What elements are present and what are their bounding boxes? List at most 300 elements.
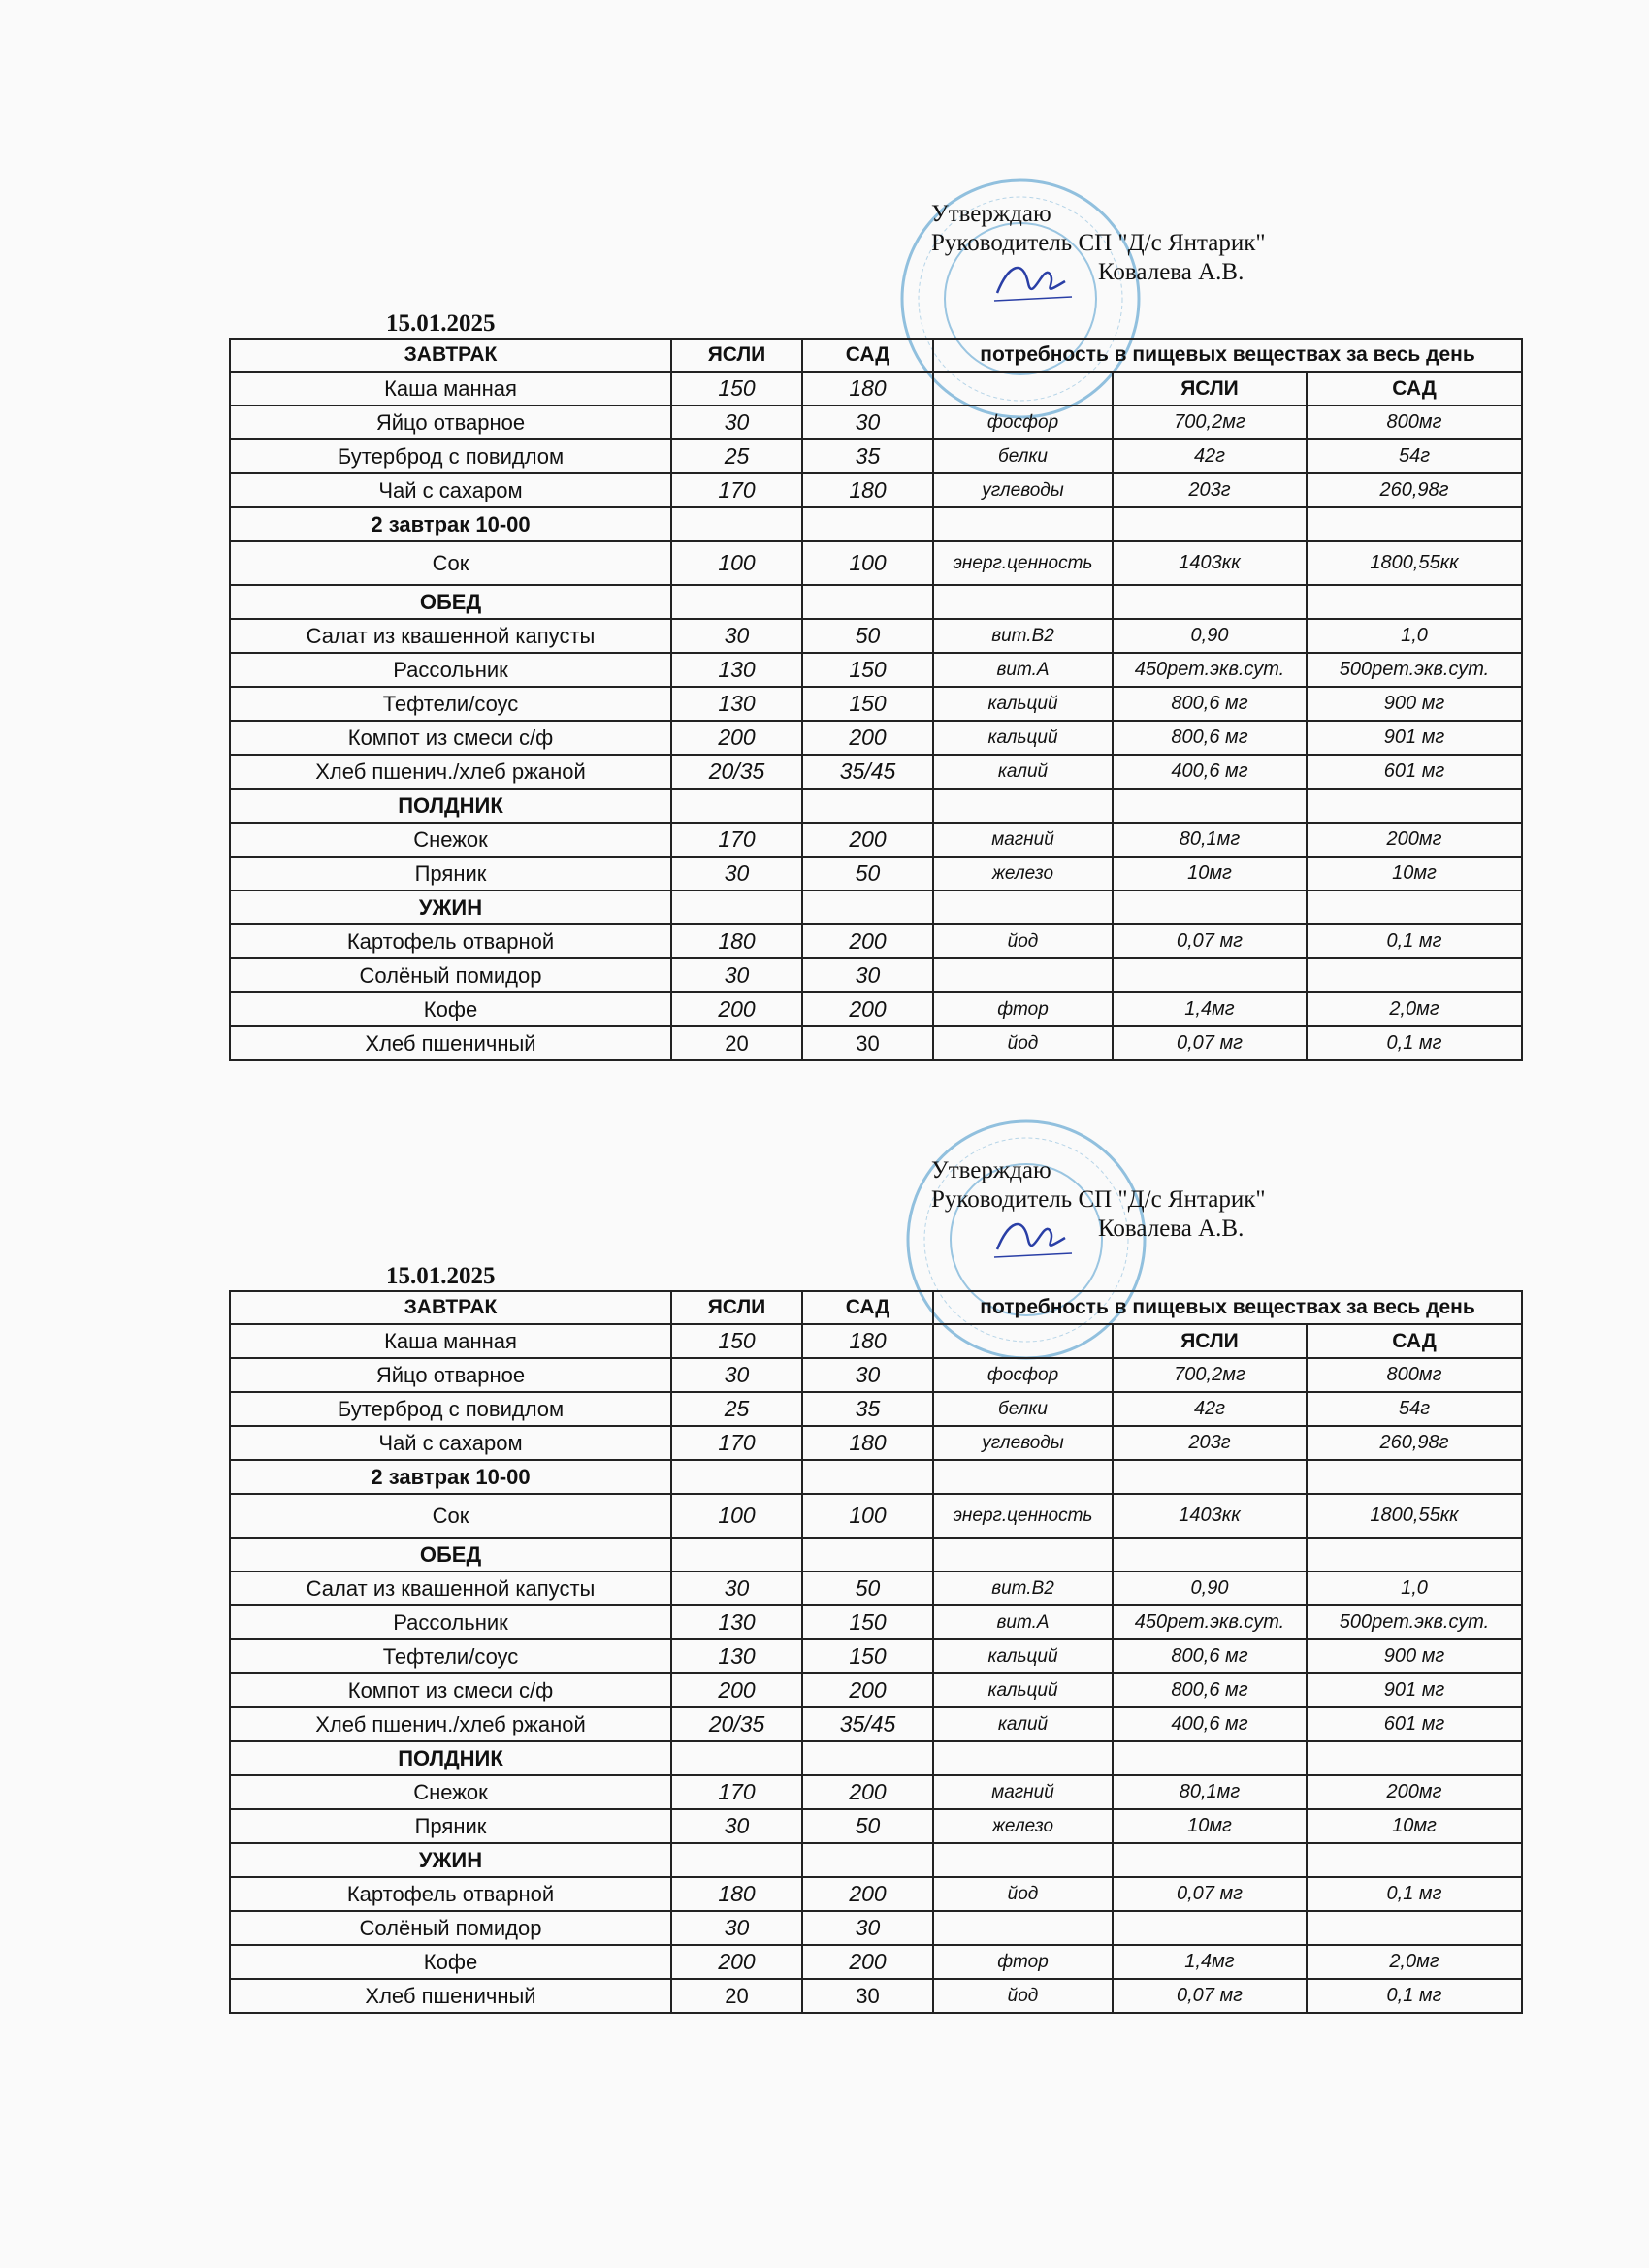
garden-portion-cell: 200 <box>802 823 933 857</box>
nursery-needs-cell <box>1113 789 1307 823</box>
table-row <box>230 721 1522 755</box>
dish-name-cell: 2 завтрак 10-00 <box>230 507 671 541</box>
table-row <box>230 1571 1522 1605</box>
table-row <box>230 755 1522 789</box>
nursery-portion-cell: 200 <box>671 992 802 1026</box>
nursery-needs-cell: 450рет.экв.сут. <box>1113 1605 1307 1639</box>
nutrient-name-cell <box>933 958 1113 992</box>
garden-needs-cell: 800мг <box>1307 1358 1522 1392</box>
table-row <box>230 473 1522 507</box>
nursery-needs-cell: 0,07 мг <box>1113 1979 1307 2013</box>
nursery-portion-cell <box>671 507 802 541</box>
nutrient-name-cell: вит.А <box>933 653 1113 687</box>
dish-name-cell: Салат из квашенной капусты <box>230 1571 671 1605</box>
garden-portion-cell: 200 <box>802 1673 933 1707</box>
garden-needs-cell <box>1307 507 1522 541</box>
garden-portion-cell: 180 <box>802 1426 933 1460</box>
nursery-needs-cell: 700,2мг <box>1113 1358 1307 1392</box>
nutrient-name-cell: фосфор <box>933 405 1113 439</box>
nursery-portion-cell: 200 <box>671 721 802 755</box>
garden-needs-cell: 901 мг <box>1307 1673 1522 1707</box>
garden-needs-cell <box>1307 1460 1522 1494</box>
nutrient-name-cell: кальций <box>933 721 1113 755</box>
garden-needs-cell: 0,1 мг <box>1307 1026 1522 1060</box>
table-row <box>230 541 1522 585</box>
nursery-needs-cell <box>1113 1741 1307 1775</box>
garden-portion-cell: 30 <box>802 1979 933 2013</box>
nutrient-name-cell: углеводы <box>933 473 1113 507</box>
nursery-portion-cell: 130 <box>671 1639 802 1673</box>
nursery-needs-cell: 1403кк <box>1113 541 1307 585</box>
nutrient-name-cell: йод <box>933 1877 1113 1911</box>
nursery-portion-cell: 30 <box>671 405 802 439</box>
table-row <box>230 1460 1522 1494</box>
nutrient-name-cell: белки <box>933 439 1113 473</box>
table-row <box>230 1026 1522 1060</box>
dish-name-cell: Хлеб пшенич./хлеб ржаной <box>230 755 671 789</box>
approval-line2: Руководитель СП "Д/с Янтарик" <box>931 1186 1266 1213</box>
nursery-portion-cell <box>671 1741 802 1775</box>
garden-needs-cell <box>1307 891 1522 924</box>
nursery-needs-cell: 800,6 мг <box>1113 721 1307 755</box>
garden-portion-cell: 50 <box>802 1809 933 1843</box>
nutrient-name-cell <box>933 507 1113 541</box>
table-row <box>230 585 1522 619</box>
nursery-portion-cell <box>671 1460 802 1494</box>
table-row <box>230 405 1522 439</box>
nutrient-name-cell: вит.В2 <box>933 619 1113 653</box>
header-garden: САД <box>802 339 933 372</box>
garden-portion-cell: 180 <box>802 473 933 507</box>
nutrient-name-cell: калий <box>933 755 1113 789</box>
table-row <box>230 1494 1522 1538</box>
nursery-portion-cell: 100 <box>671 1494 802 1538</box>
nursery-portion-cell: 20 <box>671 1979 802 2013</box>
garden-portion-cell <box>802 507 933 541</box>
garden-needs-cell: 200мг <box>1307 1775 1522 1809</box>
table-row <box>230 507 1522 541</box>
approval-line3: Ковалева А.В. <box>1098 259 1245 285</box>
garden-needs-cell: 0,1 мг <box>1307 924 1522 958</box>
nursery-needs-cell: 0,07 мг <box>1113 924 1307 958</box>
garden-portion-cell <box>802 1843 933 1877</box>
nursery-portion-cell: 20/35 <box>671 755 802 789</box>
table-row <box>230 1639 1522 1673</box>
nursery-portion-cell: 150 <box>671 372 802 405</box>
nursery-portion-cell: 130 <box>671 1605 802 1639</box>
table-row <box>230 992 1522 1026</box>
nutrient-name-cell: йод <box>933 1979 1113 2013</box>
nursery-portion-cell <box>671 789 802 823</box>
garden-needs-cell: 260,98г <box>1307 1426 1522 1460</box>
nursery-needs-cell: 80,1мг <box>1113 1775 1307 1809</box>
garden-portion-cell: 50 <box>802 619 933 653</box>
garden-needs-cell: 200мг <box>1307 823 1522 857</box>
nutrient-name-cell <box>933 1460 1113 1494</box>
dish-name-cell: Бутерброд с повидлом <box>230 439 671 473</box>
dish-name-cell: Салат из квашенной капусты <box>230 619 671 653</box>
nutrient-name-cell: кальций <box>933 687 1113 721</box>
dish-name-cell: Картофель отварной <box>230 924 671 958</box>
nursery-needs-header: ЯСЛИ <box>1113 1324 1307 1358</box>
nutrient-name-cell: железо <box>933 1809 1113 1843</box>
header-nursery: ЯСЛИ <box>671 339 802 372</box>
nursery-portion-cell: 30 <box>671 1809 802 1843</box>
nursery-portion-cell <box>671 1843 802 1877</box>
nursery-portion-cell <box>671 1538 802 1571</box>
nursery-needs-cell: 0,07 мг <box>1113 1026 1307 1060</box>
dish-name-cell: Каша манная <box>230 372 671 405</box>
nursery-portion-cell: 30 <box>671 1358 802 1392</box>
nutrient-name-cell: фосфор <box>933 1358 1113 1392</box>
approval-line3: Ковалева А.В. <box>1098 1215 1245 1242</box>
dish-name-cell: 2 завтрак 10-00 <box>230 1460 671 1494</box>
header-meal: ЗАВТРАК <box>230 339 671 372</box>
dish-name-cell: Рассольник <box>230 1605 671 1639</box>
nursery-needs-cell <box>1113 1843 1307 1877</box>
nursery-needs-cell: 203г <box>1113 1426 1307 1460</box>
garden-portion-cell: 35 <box>802 1392 933 1426</box>
garden-portion-cell: 200 <box>802 721 933 755</box>
garden-needs-cell: 601 мг <box>1307 755 1522 789</box>
nursery-portion-cell: 25 <box>671 1392 802 1426</box>
garden-needs-cell: 2,0мг <box>1307 1945 1522 1979</box>
garden-portion-cell <box>802 789 933 823</box>
dish-name-cell: Картофель отварной <box>230 1877 671 1911</box>
dish-name-cell: Тефтели/соус <box>230 1639 671 1673</box>
dish-name-cell: Каша манная <box>230 1324 671 1358</box>
nutrient-name-cell <box>933 1843 1113 1877</box>
nursery-portion-cell: 200 <box>671 1945 802 1979</box>
header-meal: ЗАВТРАК <box>230 1291 671 1324</box>
garden-needs-cell: 0,1 мг <box>1307 1877 1522 1911</box>
garden-portion-cell: 100 <box>802 541 933 585</box>
dish-name-cell: Кофе <box>230 992 671 1026</box>
nutrient-name-cell <box>933 1741 1113 1775</box>
nursery-needs-cell: 800,6 мг <box>1113 1639 1307 1673</box>
table-row <box>230 1538 1522 1571</box>
garden-portion-cell: 100 <box>802 1494 933 1538</box>
dish-name-cell: Компот из смеси с/ф <box>230 721 671 755</box>
nursery-needs-cell: 400,6 мг <box>1113 755 1307 789</box>
garden-needs-cell: 2,0мг <box>1307 992 1522 1026</box>
nursery-needs-cell: 0,07 мг <box>1113 1877 1307 1911</box>
table-row <box>230 1945 1522 1979</box>
dish-name-cell: УЖИН <box>230 1843 671 1877</box>
nursery-portion-cell: 170 <box>671 1775 802 1809</box>
nutrient-name-cell: углеводы <box>933 1426 1113 1460</box>
nursery-needs-cell: 800,6 мг <box>1113 1673 1307 1707</box>
garden-portion-cell: 150 <box>802 1605 933 1639</box>
nursery-needs-header: ЯСЛИ <box>1113 372 1307 405</box>
garden-needs-cell: 10мг <box>1307 1809 1522 1843</box>
nursery-portion-cell: 130 <box>671 653 802 687</box>
garden-portion-cell: 200 <box>802 1945 933 1979</box>
garden-needs-cell: 260,98г <box>1307 473 1522 507</box>
nursery-portion-cell <box>671 585 802 619</box>
nursery-portion-cell: 30 <box>671 1911 802 1945</box>
nutrient-name-cell: вит.В2 <box>933 1571 1113 1605</box>
garden-needs-cell: 901 мг <box>1307 721 1522 755</box>
nursery-needs-cell: 10мг <box>1113 857 1307 891</box>
table-header-row <box>230 1291 1522 1324</box>
nutrient-name-cell <box>933 1538 1113 1571</box>
nutrient-name-cell: фтор <box>933 992 1113 1026</box>
nursery-portion-cell: 20/35 <box>671 1707 802 1741</box>
nursery-portion-cell: 25 <box>671 439 802 473</box>
table-row <box>230 1426 1522 1460</box>
nursery-portion-cell: 170 <box>671 1426 802 1460</box>
table-row <box>230 1324 1522 1358</box>
dish-name-cell: Чай с сахаром <box>230 473 671 507</box>
table-row <box>230 1741 1522 1775</box>
nursery-needs-cell <box>1113 958 1307 992</box>
table-row <box>230 1911 1522 1945</box>
table-row <box>230 1775 1522 1809</box>
table-row <box>230 653 1522 687</box>
header-nursery: ЯСЛИ <box>671 1291 802 1324</box>
nursery-needs-cell <box>1113 1538 1307 1571</box>
table-row <box>230 687 1522 721</box>
table-row <box>230 372 1522 405</box>
nursery-portion-cell: 30 <box>671 857 802 891</box>
nursery-needs-cell: 0,90 <box>1113 1571 1307 1605</box>
dish-name-cell: Снежок <box>230 823 671 857</box>
garden-needs-cell: 500рет.экв.сут. <box>1307 653 1522 687</box>
nutrient-name-cell: железо <box>933 857 1113 891</box>
dish-name-cell: Пряник <box>230 1809 671 1843</box>
nursery-portion-cell: 100 <box>671 541 802 585</box>
garden-needs-cell <box>1307 1843 1522 1877</box>
garden-needs-cell <box>1307 1538 1522 1571</box>
nursery-needs-cell <box>1113 1460 1307 1494</box>
garden-portion-cell <box>802 891 933 924</box>
nutrient-name-cell <box>933 1324 1113 1358</box>
menu-table <box>229 338 1523 1061</box>
nursery-needs-cell: 1,4мг <box>1113 992 1307 1026</box>
garden-portion-cell <box>802 1538 933 1571</box>
nursery-portion-cell: 20 <box>671 1026 802 1060</box>
nursery-needs-cell: 800,6 мг <box>1113 687 1307 721</box>
nursery-needs-cell: 400,6 мг <box>1113 1707 1307 1741</box>
nutrient-name-cell: магний <box>933 1775 1113 1809</box>
dish-name-cell: Снежок <box>230 1775 671 1809</box>
garden-portion-cell: 30 <box>802 1358 933 1392</box>
nursery-needs-cell: 1403кк <box>1113 1494 1307 1538</box>
nutrient-name-cell: магний <box>933 823 1113 857</box>
nutrient-name-cell: йод <box>933 1026 1113 1060</box>
dish-name-cell: Тефтели/соус <box>230 687 671 721</box>
garden-needs-header: САД <box>1307 1324 1522 1358</box>
dish-name-cell: Яйцо отварное <box>230 1358 671 1392</box>
nursery-needs-cell: 700,2мг <box>1113 405 1307 439</box>
nutrient-name-cell: фтор <box>933 1945 1113 1979</box>
garden-portion-cell <box>802 1460 933 1494</box>
table-row <box>230 958 1522 992</box>
nutrient-name-cell: кальций <box>933 1673 1113 1707</box>
garden-needs-cell <box>1307 789 1522 823</box>
garden-portion-cell <box>802 1741 933 1775</box>
garden-portion-cell: 200 <box>802 992 933 1026</box>
nursery-needs-cell <box>1113 891 1307 924</box>
menu-date: 15.01.2025 <box>386 1263 496 1289</box>
dish-name-cell: Хлеб пшенич./хлеб ржаной <box>230 1707 671 1741</box>
nursery-portion-cell: 30 <box>671 1571 802 1605</box>
nursery-needs-cell: 450рет.экв.сут. <box>1113 653 1307 687</box>
table-row <box>230 1979 1522 2013</box>
garden-needs-cell: 54г <box>1307 439 1522 473</box>
garden-portion-cell: 35/45 <box>802 1707 933 1741</box>
nursery-portion-cell: 200 <box>671 1673 802 1707</box>
garden-portion-cell: 50 <box>802 1571 933 1605</box>
garden-needs-cell <box>1307 1911 1522 1945</box>
garden-portion-cell: 35 <box>802 439 933 473</box>
dish-name-cell: Хлеб пшеничный <box>230 1979 671 2013</box>
signature-icon <box>989 1211 1077 1269</box>
approval-line2: Руководитель СП "Д/с Янтарик" <box>931 230 1266 256</box>
garden-portion-cell: 35/45 <box>802 755 933 789</box>
dish-name-cell: Солёный помидор <box>230 1911 671 1945</box>
nursery-portion-cell: 130 <box>671 687 802 721</box>
nursery-needs-cell <box>1113 585 1307 619</box>
signature-icon <box>989 254 1077 312</box>
nutrient-name-cell <box>933 1911 1113 1945</box>
garden-portion-cell: 30 <box>802 1911 933 1945</box>
garden-portion-cell: 200 <box>802 1775 933 1809</box>
table-row <box>230 619 1522 653</box>
garden-portion-cell: 150 <box>802 1639 933 1673</box>
nutrient-name-cell: кальций <box>933 1639 1113 1673</box>
header-needs: потребность в пищевых веществах за весь день <box>933 339 1522 372</box>
dish-name-cell: Пряник <box>230 857 671 891</box>
nutrient-name-cell: йод <box>933 924 1113 958</box>
dish-name-cell: Рассольник <box>230 653 671 687</box>
garden-needs-cell: 1,0 <box>1307 1571 1522 1605</box>
nursery-needs-cell: 42г <box>1113 1392 1307 1426</box>
garden-needs-cell: 0,1 мг <box>1307 1979 1522 2013</box>
garden-needs-header: САД <box>1307 372 1522 405</box>
garden-needs-cell: 800мг <box>1307 405 1522 439</box>
nursery-portion-cell: 30 <box>671 619 802 653</box>
table-row <box>230 823 1522 857</box>
garden-portion-cell: 180 <box>802 372 933 405</box>
garden-portion-cell <box>802 585 933 619</box>
dish-name-cell: Сок <box>230 541 671 585</box>
garden-portion-cell: 150 <box>802 653 933 687</box>
garden-needs-cell: 1800,55кк <box>1307 541 1522 585</box>
dish-name-cell: ОБЕД <box>230 585 671 619</box>
garden-portion-cell: 30 <box>802 1026 933 1060</box>
garden-needs-cell: 601 мг <box>1307 1707 1522 1741</box>
table-row <box>230 1673 1522 1707</box>
table-row <box>230 1392 1522 1426</box>
garden-needs-cell: 1800,55кк <box>1307 1494 1522 1538</box>
table-row <box>230 891 1522 924</box>
table-row <box>230 1843 1522 1877</box>
header-needs: потребность в пищевых веществах за весь день <box>933 1291 1522 1324</box>
dish-name-cell: Сок <box>230 1494 671 1538</box>
garden-needs-cell: 500рет.экв.сут. <box>1307 1605 1522 1639</box>
table-row <box>230 1707 1522 1741</box>
garden-portion-cell: 200 <box>802 924 933 958</box>
nursery-portion-cell: 30 <box>671 958 802 992</box>
nursery-needs-cell: 42г <box>1113 439 1307 473</box>
nursery-needs-cell <box>1113 1911 1307 1945</box>
table-row <box>230 1877 1522 1911</box>
garden-needs-cell <box>1307 585 1522 619</box>
nursery-portion-cell: 180 <box>671 1877 802 1911</box>
table-row <box>230 439 1522 473</box>
nursery-needs-cell: 1,4мг <box>1113 1945 1307 1979</box>
garden-portion-cell: 200 <box>802 1877 933 1911</box>
nursery-portion-cell: 180 <box>671 924 802 958</box>
garden-portion-cell: 30 <box>802 958 933 992</box>
header-garden: САД <box>802 1291 933 1324</box>
nutrient-name-cell <box>933 372 1113 405</box>
nursery-needs-cell: 10мг <box>1113 1809 1307 1843</box>
menu-date: 15.01.2025 <box>386 310 496 337</box>
garden-portion-cell: 150 <box>802 687 933 721</box>
nursery-needs-cell <box>1113 507 1307 541</box>
dish-name-cell: Солёный помидор <box>230 958 671 992</box>
menu-table <box>229 1290 1523 2014</box>
nutrient-name-cell: калий <box>933 1707 1113 1741</box>
table-header-row <box>230 339 1522 372</box>
garden-portion-cell: 180 <box>802 1324 933 1358</box>
garden-needs-cell: 1,0 <box>1307 619 1522 653</box>
nutrient-name-cell <box>933 585 1113 619</box>
garden-portion-cell: 50 <box>802 857 933 891</box>
nursery-needs-cell: 203г <box>1113 473 1307 507</box>
garden-needs-cell <box>1307 1741 1522 1775</box>
garden-needs-cell: 900 мг <box>1307 687 1522 721</box>
garden-needs-cell: 10мг <box>1307 857 1522 891</box>
nutrient-name-cell: энерг.ценность <box>933 541 1113 585</box>
dish-name-cell: Кофе <box>230 1945 671 1979</box>
approval-line1: Утверждаю <box>931 1157 1051 1183</box>
nursery-portion-cell: 150 <box>671 1324 802 1358</box>
table-row <box>230 857 1522 891</box>
nutrient-name-cell <box>933 789 1113 823</box>
table-row <box>230 924 1522 958</box>
dish-name-cell: Бутерброд с повидлом <box>230 1392 671 1426</box>
garden-portion-cell: 30 <box>802 405 933 439</box>
nursery-needs-cell: 80,1мг <box>1113 823 1307 857</box>
nursery-portion-cell: 170 <box>671 473 802 507</box>
nutrient-name-cell: вит.А <box>933 1605 1113 1639</box>
dish-name-cell: ОБЕД <box>230 1538 671 1571</box>
dish-name-cell: Яйцо отварное <box>230 405 671 439</box>
nursery-portion-cell: 170 <box>671 823 802 857</box>
nutrient-name-cell <box>933 891 1113 924</box>
dish-name-cell: Чай с сахаром <box>230 1426 671 1460</box>
dish-name-cell: Компот из смеси с/ф <box>230 1673 671 1707</box>
nutrient-name-cell: белки <box>933 1392 1113 1426</box>
dish-name-cell: ПОЛДНИК <box>230 789 671 823</box>
nutrient-name-cell: энерг.ценность <box>933 1494 1113 1538</box>
dish-name-cell: УЖИН <box>230 891 671 924</box>
dish-name-cell: Хлеб пшеничный <box>230 1026 671 1060</box>
nursery-portion-cell <box>671 891 802 924</box>
garden-needs-cell <box>1307 958 1522 992</box>
approval-line1: Утверждаю <box>931 201 1051 227</box>
nursery-needs-cell: 0,90 <box>1113 619 1307 653</box>
table-row <box>230 1809 1522 1843</box>
garden-needs-cell: 900 мг <box>1307 1639 1522 1673</box>
table-row <box>230 789 1522 823</box>
table-row <box>230 1605 1522 1639</box>
table-row <box>230 1358 1522 1392</box>
